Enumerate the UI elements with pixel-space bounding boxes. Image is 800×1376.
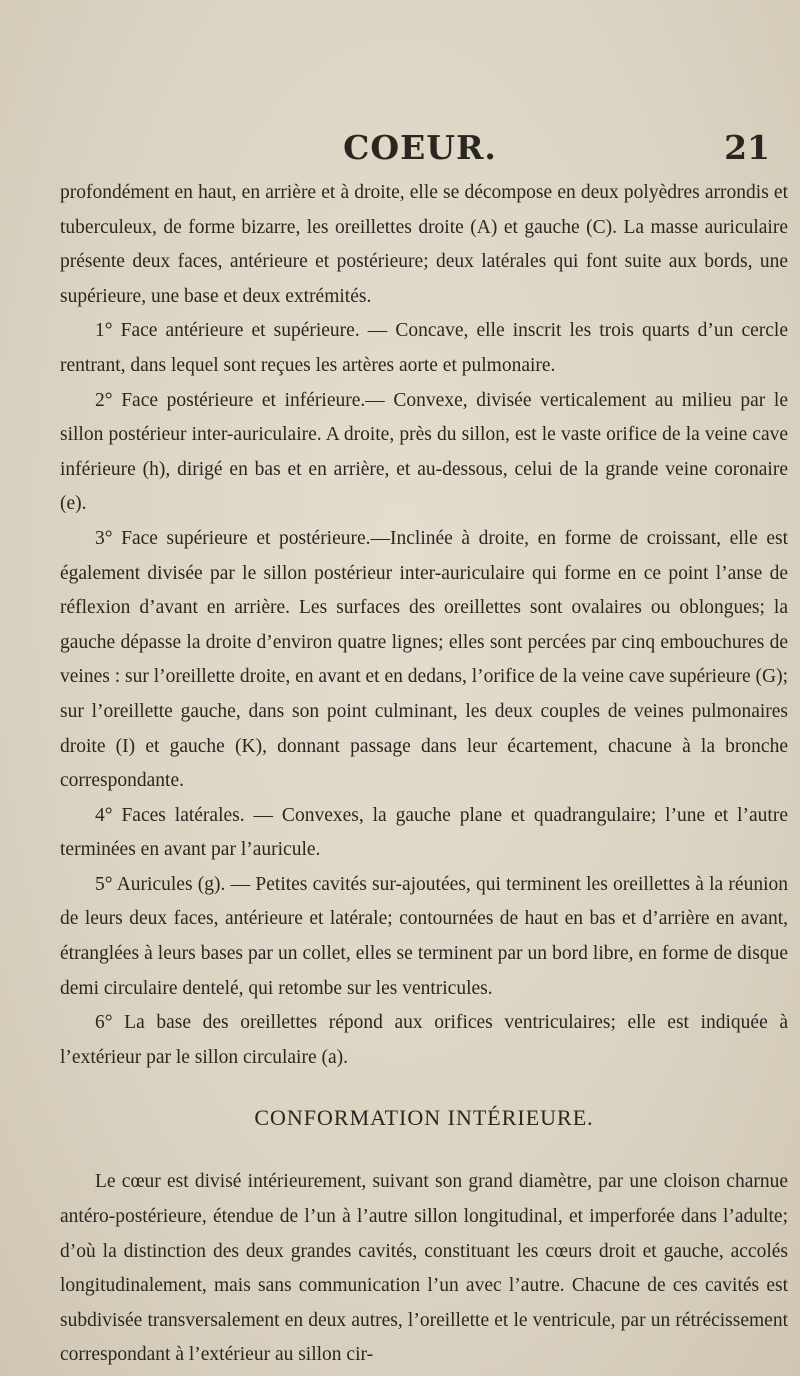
body-text <box>60 176 788 1373</box>
paragraph: 3° Face supérieure et postérieure.—Inclinée à droite, en forme de croissant, elle est également divisée par le sillon postérieur inter-auriculaire qui forme en ce point l’anse de réflexion d’avant en arrière. Les surfaces des oreillettes sont ovalaires ou oblongues; la gauche dépasse la droite d’environ quatre lignes; elles sont percées par cinq embouchures de veines : sur l’oreillette droite, en avant et en dedans, l’orifice de la veine cave supérieure (G); sur l’oreillette gauche, dans son point culminant, les deux couples de veines pulmonaires droite (I) et gauche (K), donnant passage dans leur écartement, chacune à la bronche correspondante. <box>60 527 788 792</box>
paragraph: 2° Face postérieure et inférieure.— Convexe, divisée verticalement au milieu par le sillon postérieur inter-auriculaire. A droite, près du sillon, est le vaste orifice de la veine cave inférieure (h), dirigé en bas et en arrière, et au-dessous, celui de la grande veine coronaire (e). <box>60 389 788 515</box>
paragraph: 1° Face antérieure et supérieure. — Concave, elle inscrit les trois quarts d’un cercle rentrant, dans lequel sont reçues les artères aorte et pulmonaire. <box>60 320 788 376</box>
paragraph: 6° La base des oreillettes répond aux orifices ventriculaires; elle est indiquée à l’extérieur par le sillon circulaire (a). <box>60 1012 788 1068</box>
paragraph: Le cœur est divisé intérieurement, suivant son grand diamètre, par une cloison charnue antéro-postérieure, étendue de l’un à l’autre sillon longitudinal, et imperforée dans l’adulte; d’où la distinction des deux grandes cavités, constituant les cœurs droit et gauche, accolés longitudinalement, mais sans communication l’un avec l’autre. Chacune de ces cavités est subdivisée transversalement en deux autres, l’oreillette et le ventricule, par un rétrécissement correspondant à l’extérieur au sillon cir- <box>60 1171 788 1366</box>
section-title: CONFORMATION INTÉRIEURE. <box>254 1105 594 1131</box>
running-title: COEUR. <box>343 128 497 167</box>
paragraph: 4° Faces latérales. — Convexes, la gauche plane et quadrangulaire; l’une et l’autre terminées en avant par l’auricule. <box>60 804 788 861</box>
page-header <box>60 128 780 172</box>
paragraph: 5° Auricules (g). — Petites cavités sur-ajoutées, qui terminent les oreillettes à la réunion de leurs deux faces, antérieure et latérale; contournées de haut en bas et d’arrière en avant, étranglées à leurs bases par un collet, elles se terminent par un bord libre, en forme de disque demi circulaire dentelé, qui retombe sur les ventricules. <box>60 873 788 999</box>
page-number: 21 <box>724 128 770 167</box>
paragraph: profondément en haut, en arrière et à droite, elle se décompose en deux polyèdres arrondis et tuberculeux, de forme bizarre, les oreillettes droite (A) et gauche (C). La masse auriculaire présente deux faces, antérieure et postérieure; deux latérales qui font suite aux bords, une supérieure, une base et deux extrémités. <box>60 182 788 307</box>
